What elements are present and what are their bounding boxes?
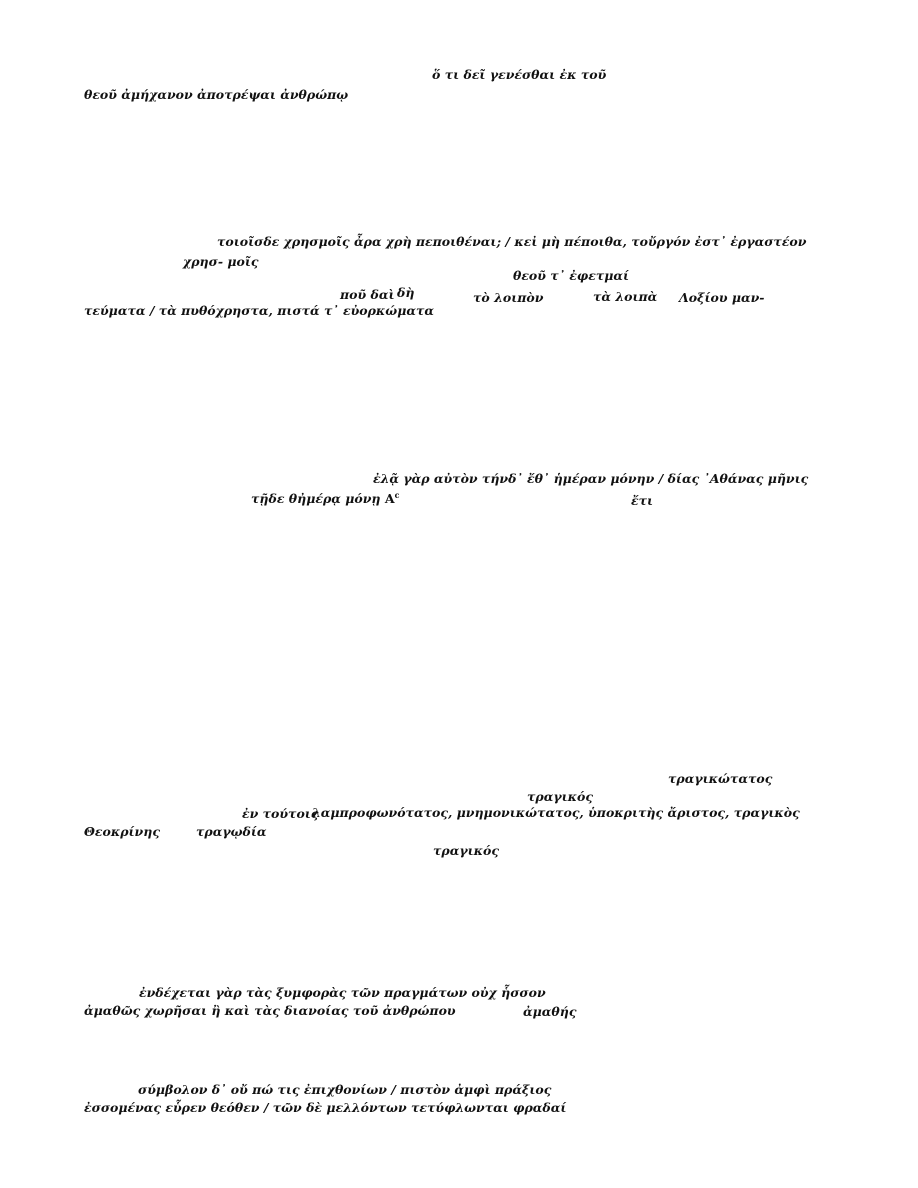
greek-fragment-12: ἐλᾷ γὰρ αὐτὸν τήνδ᾽ ἔθ᾽ ἡμέραν μόνην / δίας ᾿Αθάνας μῆνις [373,471,809,486]
greek-fragment-5: θεοῦ τ᾽ ἐφετμαί [513,268,630,283]
greek-fragment-7: δὴ [397,285,415,300]
greek-fragment-13-text: τῇδε θἠμέρᾳ μόνῃ [251,491,381,507]
greek-fragment-8: τὸ λοιπὸν [473,290,544,305]
greek-fragment-22: ἐνδέχεται γὰρ τὰς ξυμφορὰς τῶν πραγμάτων οὐχ ἧσσον [139,985,546,1000]
greek-fragment-15: τραγικώτατος [668,771,773,786]
greek-fragment-6: ποῦ δαὶ [340,287,395,302]
greek-fragment-14: ἔτι [631,493,654,508]
greek-fragment-13-siglum: A [384,491,395,507]
greek-fragment-13-superscript: c [394,490,400,500]
greek-fragment-4: χρησ- μοῖς [183,254,259,269]
greek-fragment-16: τραγικός [527,789,593,804]
greek-fragment-18: λαμπροφωνότατος, μνημονικώτατος, ὑποκριτὴς ἄριστος, τραγικὸς [312,805,800,820]
greek-fragment-13 [251,491,399,506]
greek-fragment-23: ἀμαθῶς χωρῆσαι ἢ καὶ τὰς διανοίας τοῦ ἀνθρώπου [84,1003,456,1018]
greek-fragment-21: τραγικός [433,843,499,858]
greek-fragment-10: Λοξίου μαν- [679,290,765,305]
greek-fragment-11: τεύματα / τὰ πυθόχρηστα, πιστά τ᾽ εὐορκώματα [84,303,434,318]
greek-fragment-9: τὰ λοιπὰ [593,289,658,304]
greek-fragment-17: ἐν τούτοις [242,806,319,821]
greek-fragment-26: ἐσσομένας εὗρεν θεόθεν / τῶν δὲ μελλόντων τετύφλωνται φραδαί [84,1100,567,1115]
greek-fragment-20: τραγῳδία [196,824,267,839]
greek-fragment-1: ὅ τι δεῖ γενέσθαι ἐκ τοῦ [432,67,607,82]
greek-fragment-19: Θεοκρίνης [84,824,160,839]
greek-fragment-25: σύμβολον δ᾽ οὔ πώ τις ἐπιχθονίων / πιστὸν ἀμφὶ πράξιος [138,1082,552,1097]
greek-fragment-3: τοιοῖσδε χρησμοῖς ἆρα χρὴ πεποιθέναι; / κεἰ μὴ πέποιθα, τοὔργόν ἐστ᾽ ἐργαστέον [217,234,807,249]
greek-fragment-2: θεοῦ ἀμήχανον ἀποτρέψαι ἀνθρώπῳ [84,87,349,102]
greek-fragment-24: ἀμαθής [523,1004,577,1019]
